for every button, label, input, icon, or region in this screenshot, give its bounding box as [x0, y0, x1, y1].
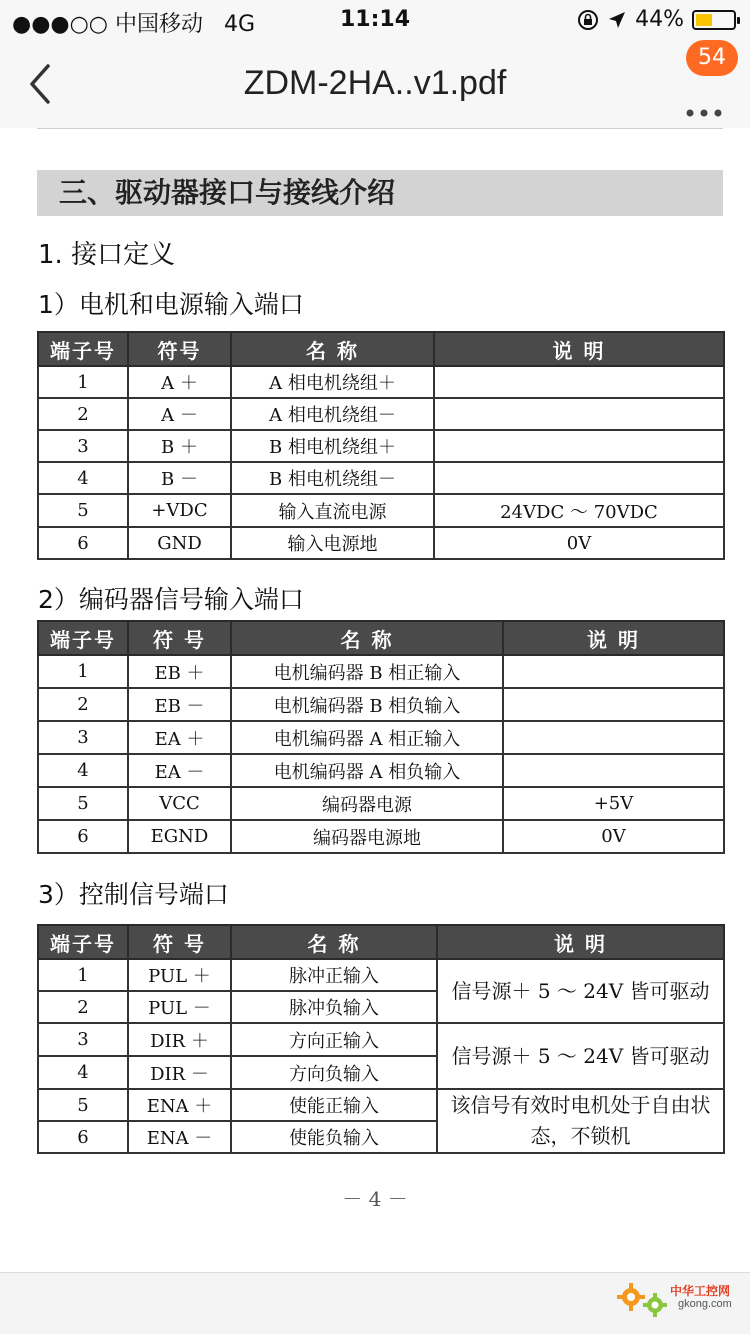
gear-icon [642, 1292, 668, 1318]
cell-symbol: VCC [128, 787, 231, 820]
table-row [38, 1089, 724, 1121]
cell-terminal: 2 [38, 398, 128, 430]
cell-name: 方向负输入 [231, 1056, 437, 1089]
cell-name: 脉冲正输入 [231, 959, 437, 991]
cell-desc: +5V [503, 787, 724, 820]
battery-icon [692, 10, 736, 30]
cell-symbol: ENA ＋ [128, 1089, 231, 1121]
col-header: 名 称 [231, 925, 437, 959]
cell-terminal: 2 [38, 688, 128, 721]
cell-note: 信号源＋ 5 ～ 24V 皆可驱动 [437, 1023, 724, 1089]
subsection-title: 1. 接口定义 [38, 240, 176, 270]
watermark [612, 1276, 742, 1326]
status-time: 11:14 [339, 7, 411, 32]
cell-desc [434, 430, 724, 462]
cell-desc [434, 398, 724, 430]
cell-terminal: 3 [38, 1023, 128, 1056]
cell-terminal: 3 [38, 430, 128, 462]
table-row [38, 398, 724, 430]
cell-terminal: 4 [38, 754, 128, 787]
location-arrow-icon [607, 10, 627, 30]
col-header: 名 称 [231, 621, 503, 655]
col-header: 符 号 [128, 621, 231, 655]
cell-symbol: B ＋ [128, 430, 231, 462]
col-header: 名 称 [231, 332, 434, 366]
cell-desc: 0V [503, 820, 724, 853]
cell-symbol: A － [128, 398, 231, 430]
cell-terminal: 1 [38, 655, 128, 688]
table-row [38, 430, 724, 462]
table-row [38, 787, 724, 820]
table-row [38, 366, 724, 398]
carrier-label: ●●●○○ 中国移动 [12, 12, 203, 37]
divider [37, 128, 723, 129]
cell-terminal: 6 [38, 527, 128, 559]
control-signal-table [37, 924, 725, 1154]
document-title: ZDM-2HA..v1.pdf [243, 64, 507, 102]
cell-name: B 相电机绕组＋ [231, 430, 434, 462]
cell-symbol: EB － [128, 688, 231, 721]
cell-name: 编码器电源地 [231, 820, 503, 853]
cell-name: 方向正输入 [231, 1023, 437, 1056]
cell-desc [503, 721, 724, 754]
col-header: 端子号 [38, 332, 128, 366]
cell-desc: 0V [434, 527, 724, 559]
table-row [38, 959, 724, 991]
col-header: 说 明 [434, 332, 724, 366]
table3-heading: 3）控制信号端口 [38, 880, 229, 909]
orientation-lock-icon [577, 9, 599, 31]
cell-name: 电机编码器 B 相负输入 [231, 688, 503, 721]
table1-heading: 1）电机和电源输入端口 [38, 290, 304, 319]
cell-symbol: EA － [128, 754, 231, 787]
col-header: 符 号 [128, 925, 231, 959]
cell-terminal: 5 [38, 787, 128, 820]
table-row [38, 820, 724, 853]
battery-fill [696, 14, 712, 26]
table-row [38, 527, 724, 559]
col-header: 端子号 [38, 621, 128, 655]
cell-symbol: PUL － [128, 991, 231, 1023]
cell-desc [503, 655, 724, 688]
table-row [38, 721, 724, 754]
cell-name: 电机编码器 A 相正输入 [231, 721, 503, 754]
table-row [38, 754, 724, 787]
cell-name: 使能负输入 [231, 1121, 437, 1153]
cell-symbol: B － [128, 462, 231, 494]
page-number: － 4 － [342, 1187, 408, 1211]
cell-name: A 相电机绕组＋ [231, 366, 434, 398]
cell-terminal: 2 [38, 991, 128, 1023]
encoder-table [37, 620, 725, 854]
cell-terminal: 6 [38, 1121, 128, 1153]
cell-symbol: DIR － [128, 1056, 231, 1089]
cell-name: A 相电机绕组－ [231, 398, 434, 430]
cell-symbol: DIR ＋ [128, 1023, 231, 1056]
watermark-brand: 中华工控网 [670, 1284, 731, 1298]
table-row [38, 494, 724, 527]
cell-terminal: 6 [38, 820, 128, 853]
nav-bar [0, 40, 750, 128]
cell-desc [434, 462, 724, 494]
cell-name: 使能正输入 [231, 1089, 437, 1121]
col-header: 端子号 [38, 925, 128, 959]
cell-symbol: EA ＋ [128, 721, 231, 754]
cell-note: 该信号有效时电机处于自由状态，不锁机 [437, 1089, 724, 1153]
cell-symbol: A ＋ [128, 366, 231, 398]
cell-name: 电机编码器 B 相正输入 [231, 655, 503, 688]
table-row [38, 462, 724, 494]
table-row [38, 655, 724, 688]
cell-symbol: EGND [128, 820, 231, 853]
cell-name: 脉冲负输入 [231, 991, 437, 1023]
cell-terminal: 1 [38, 959, 128, 991]
battery-percent: 44% [635, 7, 684, 32]
cell-symbol: +VDC [128, 494, 231, 527]
table-row [38, 688, 724, 721]
motor-power-table [37, 331, 725, 560]
cell-terminal: 3 [38, 721, 128, 754]
cell-symbol: GND [128, 527, 231, 559]
section-title: 三、驱动器接口与接线介绍 [37, 170, 723, 216]
cell-desc [434, 366, 724, 398]
cell-name: 输入直流电源 [231, 494, 434, 527]
more-options-icon[interactable] [684, 106, 724, 120]
col-header: 符号 [128, 332, 231, 366]
cell-name: 电机编码器 A 相负输入 [231, 754, 503, 787]
cell-terminal: 4 [38, 462, 128, 494]
cell-note: 信号源＋ 5 ～ 24V 皆可驱动 [437, 959, 724, 1023]
cell-name: 输入电源地 [231, 527, 434, 559]
col-header: 说 明 [503, 621, 724, 655]
cell-terminal: 1 [38, 366, 128, 398]
cell-name: 编码器电源 [231, 787, 503, 820]
cell-desc [503, 688, 724, 721]
watermark-domain: gkong.com [678, 1298, 732, 1310]
cell-symbol: EB ＋ [128, 655, 231, 688]
cell-symbol: PUL ＋ [128, 959, 231, 991]
notification-badge[interactable]: 54 [686, 40, 738, 76]
col-header: 说 明 [437, 925, 724, 959]
table2-heading: 2）编码器信号输入端口 [38, 585, 304, 614]
cell-desc [503, 754, 724, 787]
table-row [38, 1023, 724, 1056]
cell-terminal: 5 [38, 1089, 128, 1121]
cell-terminal: 4 [38, 1056, 128, 1089]
cell-name: B 相电机绕组－ [231, 462, 434, 494]
cell-desc: 24VDC ～ 70VDC [434, 494, 724, 527]
status-bar [0, 0, 750, 40]
cell-terminal: 5 [38, 494, 128, 527]
network-label: 4G [223, 12, 256, 37]
status-right [577, 7, 736, 32]
cell-symbol: ENA － [128, 1121, 231, 1153]
